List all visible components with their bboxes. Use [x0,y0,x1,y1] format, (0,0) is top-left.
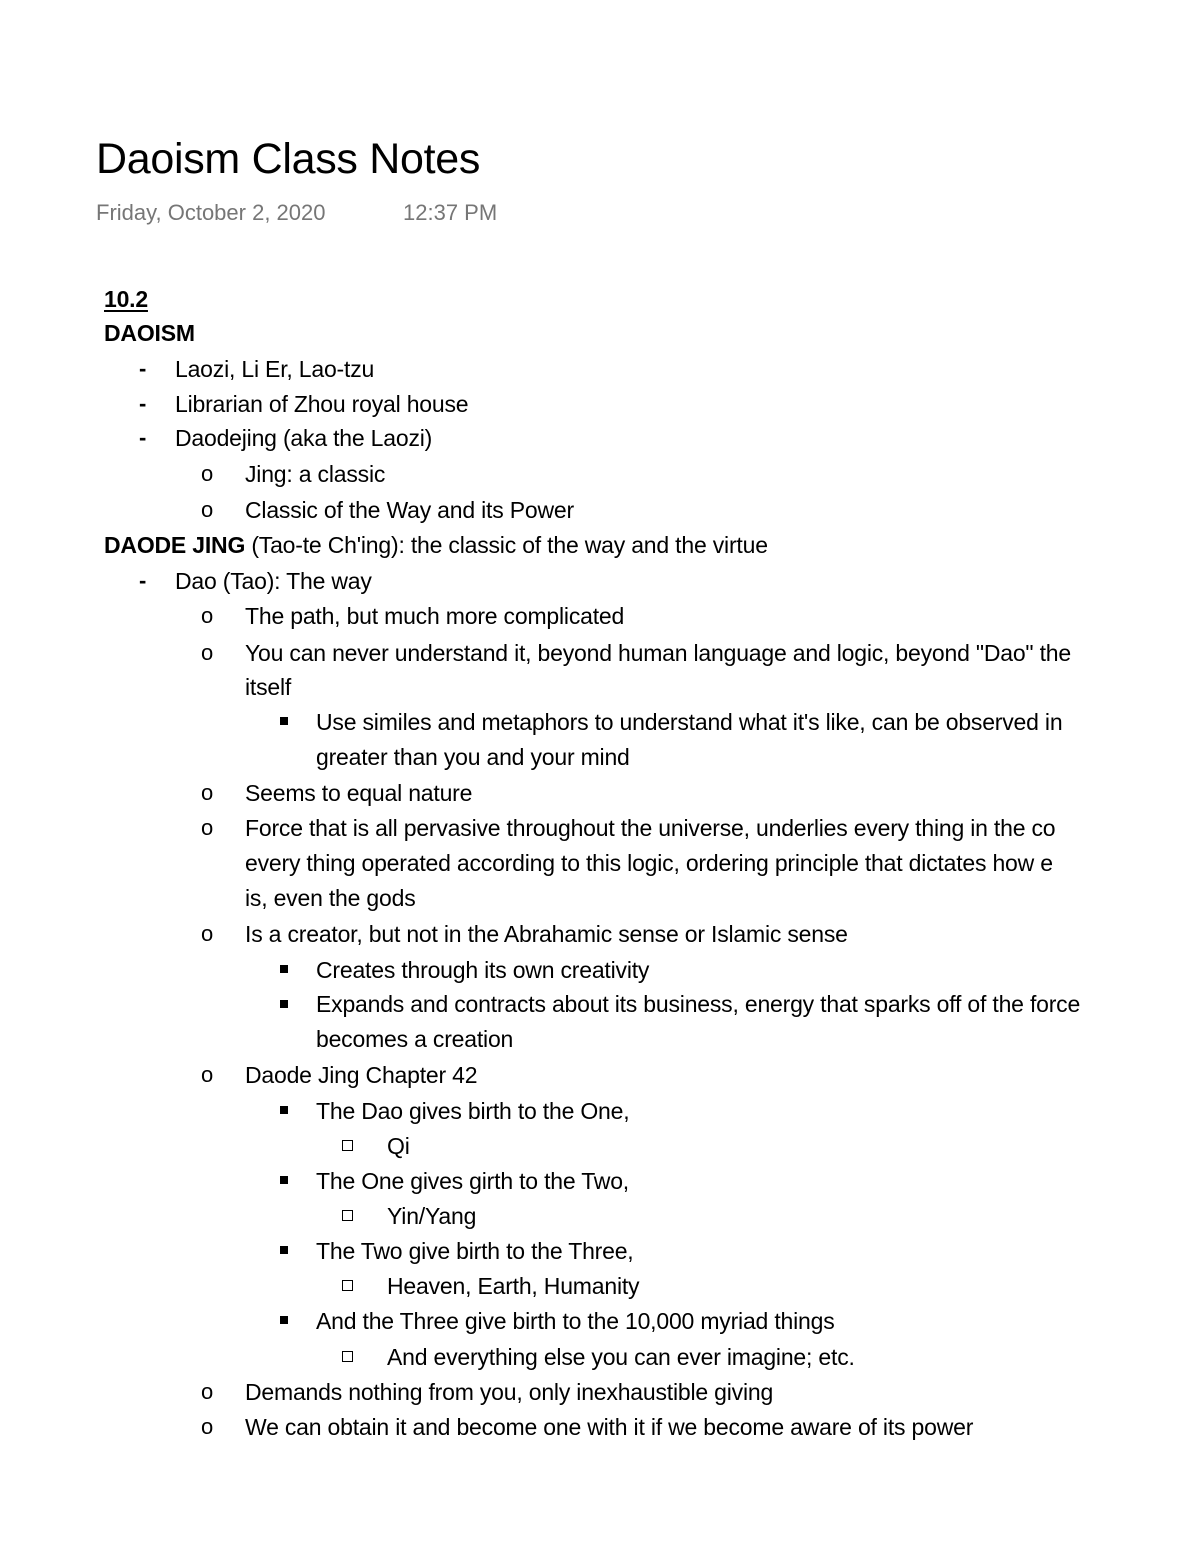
note-date: Friday, October 2, 2020 [96,200,326,225]
square-bullet-icon [280,1106,288,1114]
list-item: Dao (Tao): The way [175,568,372,594]
list-item: Classic of the Way and its Power [245,497,574,523]
list-item: The Two give birth to the Three, [316,1238,634,1264]
list-item: And the Three give birth to the 10,000 myriad things [316,1308,835,1334]
circle-bullet-icon: o [201,921,214,946]
circle-bullet-icon: o [201,780,214,805]
hollow-square-bullet-icon [342,1140,353,1151]
list-item: Demands nothing from you, only inexhaustible giving [245,1379,774,1405]
square-bullet-icon [280,1176,288,1184]
list-item-continuation: itself [245,674,292,700]
list-item: Daodejing (aka the Laozi) [175,425,433,451]
list-item: Librarian of Zhou royal house [175,391,469,417]
section-heading: DAOISM [104,320,195,346]
square-bullet-icon [280,965,288,973]
hollow-square-bullet-icon [342,1351,353,1362]
circle-bullet-icon: o [201,497,214,522]
list-item: Seems to equal nature [245,780,473,806]
list-item: Force that is all pervasive throughout the universe, underlies every thing in the co [245,815,1056,841]
list-item: The One gives girth to the Two, [316,1168,629,1194]
list-item: Jing: a classic [245,461,386,487]
square-bullet-icon [280,1246,288,1254]
list-item: The Dao gives birth to the One, [316,1098,630,1124]
note-time: 12:37 PM [403,200,498,225]
square-bullet-icon [280,717,288,725]
list-item: Expands and contracts about its business, energy that sparks off of the force [316,991,1081,1017]
circle-bullet-icon: o [201,1379,214,1404]
dash-bullet-icon: - [139,356,147,381]
daode-jing-heading [104,529,768,561]
square-bullet-icon [280,1316,288,1324]
daode-jing-label: DAODE JING [104,532,246,558]
circle-bullet-icon: o [201,815,214,840]
circle-bullet-icon: o [201,603,214,628]
list-item-continuation: every thing operated according to this logic, ordering principle that dictates how e [245,850,1053,876]
hollow-square-bullet-icon [342,1280,353,1291]
dash-bullet-icon: - [139,568,147,593]
list-item: The path, but much more complicated [245,603,625,629]
list-item: Is a creator, but not in the Abrahamic sense or Islamic sense [245,921,848,947]
dash-bullet-icon: - [139,425,147,450]
list-item: Use similes and metaphors to understand what it's like, can be observed in [316,709,1063,735]
list-item-continuation: becomes a creation [316,1026,514,1052]
list-item: Creates through its own creativity [316,957,650,983]
list-item: Heaven, Earth, Humanity [387,1273,640,1299]
daode-jing-description: (Tao-te Ch'ing): the classic of the way and the virtue [245,532,768,558]
circle-bullet-icon: o [201,640,214,665]
square-bullet-icon [280,1000,288,1008]
circle-bullet-icon: o [201,1414,214,1439]
dash-bullet-icon: - [139,391,147,416]
list-item: Qi [387,1133,410,1159]
note-timestamp [96,198,498,228]
circle-bullet-icon: o [201,1062,214,1087]
page-title: Daoism Class Notes [96,135,481,183]
list-item-continuation: is, even the gods [245,885,416,911]
list-item: You can never understand it, beyond human language and logic, beyond "Dao" the [245,640,1071,666]
circle-bullet-icon: o [201,461,214,486]
hollow-square-bullet-icon [342,1210,353,1221]
list-item: Yin/Yang [387,1203,477,1229]
list-item: We can obtain it and become one with it if we become aware of its power [245,1414,974,1440]
list-item: Laozi, Li Er, Lao-tzu [175,356,375,382]
list-item-continuation: greater than you and your mind [316,744,630,770]
list-item: And everything else you can ever imagine; etc. [387,1344,855,1370]
section-number: 10.2 [104,286,148,312]
list-item: Daode Jing Chapter 42 [245,1062,478,1088]
